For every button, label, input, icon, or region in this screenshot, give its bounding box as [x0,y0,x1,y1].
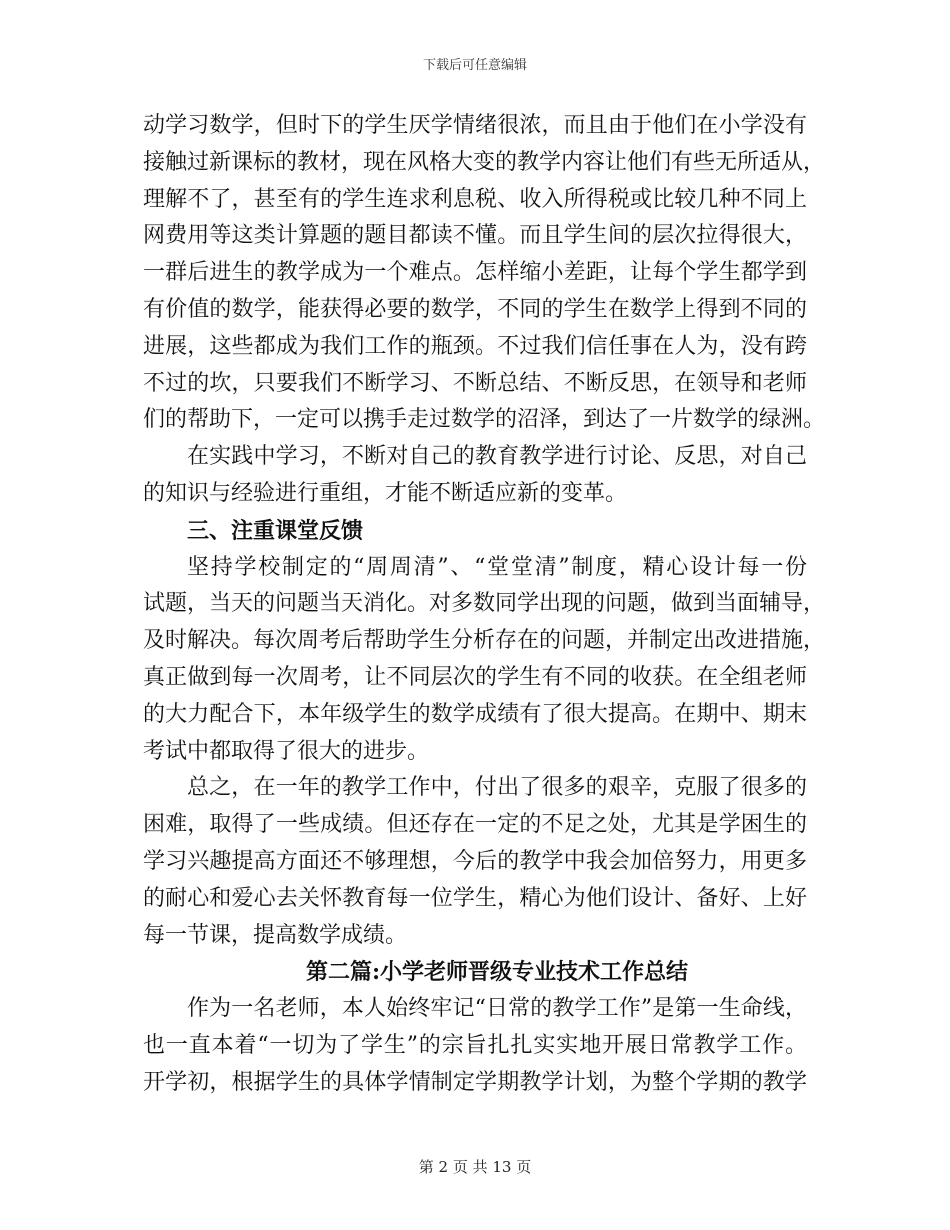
text-line: 及时解决。每次周考后帮助学生分析存在的问题，并制定出改进措施， [143,628,826,654]
paragraph-3 [143,550,826,771]
text-line: 接触过新课标的教材，现在风格大变的教学内容让他们有些无所适从， [143,149,826,175]
text-line: 真正做到每一次周考，让不同层次的学生有不同的收获。在全组老师 [143,664,807,690]
text-line: 在实践中学习，不断对自己的教育教学进行讨论、反思，对自己 [187,444,807,470]
paragraph-2 [143,439,807,513]
text-line: 每一节课，提高数学成绩。 [143,922,408,948]
text-line: 的耐心和爱心去关怀教育每一位学生，精心为他们设计、备好、上好 [143,885,807,911]
text-line: 试题，当天的问题当天消化。对多数同学出现的问题，做到当面辅导， [143,591,826,617]
text-line: 动学习数学，但时下的学生厌学情绪很浓，而且由于他们在小学没有 [143,113,807,138]
text-line: 一群后进生的教学成为一个难点。怎样缩小差距，让每个学生都学到 [143,260,807,286]
section-heading: 三、注重课堂反馈 [187,517,364,544]
text-line: 坚持学校制定的“周周清”、“堂堂清”制度，精心设计每一份 [187,554,807,580]
text-line: 也一直本着“一切为了学生”的宗旨扎扎实实地开展日常教学工作。 [143,1032,807,1058]
document-body [143,108,826,1102]
text-line: 有价值的数学，能获得必要的数学，不同的学生在数学上得到不同的 [143,296,807,322]
text-line: 网费用等这类计算题的题目都读不懂。而且学生间的层次拉得很大， [143,223,807,249]
text-line: 开学初，根据学生的具体学情制定学期教学计划，为整个学期的教学 [143,1069,807,1095]
text-line: 的大力配合下，本年级学生的数学成绩有了很大提高。在期中、期末 [143,701,807,727]
page-footer: 第 2 页 共 13 页 [418,1158,532,1176]
paragraph-1 [143,108,826,439]
text-line: 考试中都取得了很大的进步。 [143,738,430,764]
paragraph-4 [143,770,807,954]
article-title: 第二篇:小学老师晋级专业技术工作总结 [305,959,689,986]
text-line: 理解不了，甚至有的学生连求利息税、收入所得税或比较几种不同上 [143,186,807,212]
text-line: 进展，这些都成为我们工作的瓶颈。不过我们信任事在人为，没有跨 [143,333,807,359]
text-line: 们的帮助下，一定可以携手走过数学的沼泽，到达了一片数学的绿洲。 [143,407,826,433]
page-header: 下载后可任意编辑 [422,58,527,73]
text-line: 困难，取得了一些成绩。但还存在一定的不足之处，尤其是学困生的 [143,812,807,838]
text-line: 学习兴趣提高方面还不够理想，今后的教学中我会加倍努力，用更多 [143,848,807,874]
text-line: 作为一名老师，本人始终牢记“日常的教学工作”是第一生命线， [187,996,807,1022]
paragraph-5 [143,991,807,1101]
text-line: 总之，在一年的教学工作中，付出了很多的艰辛，克服了很多的 [187,775,807,801]
text-line: 的知识与经验进行重组，才能不断适应新的变革。 [143,480,628,506]
text-line: 不过的坎，只要我们不断学习、不断总结、不断反思，在领导和老师 [143,370,807,396]
